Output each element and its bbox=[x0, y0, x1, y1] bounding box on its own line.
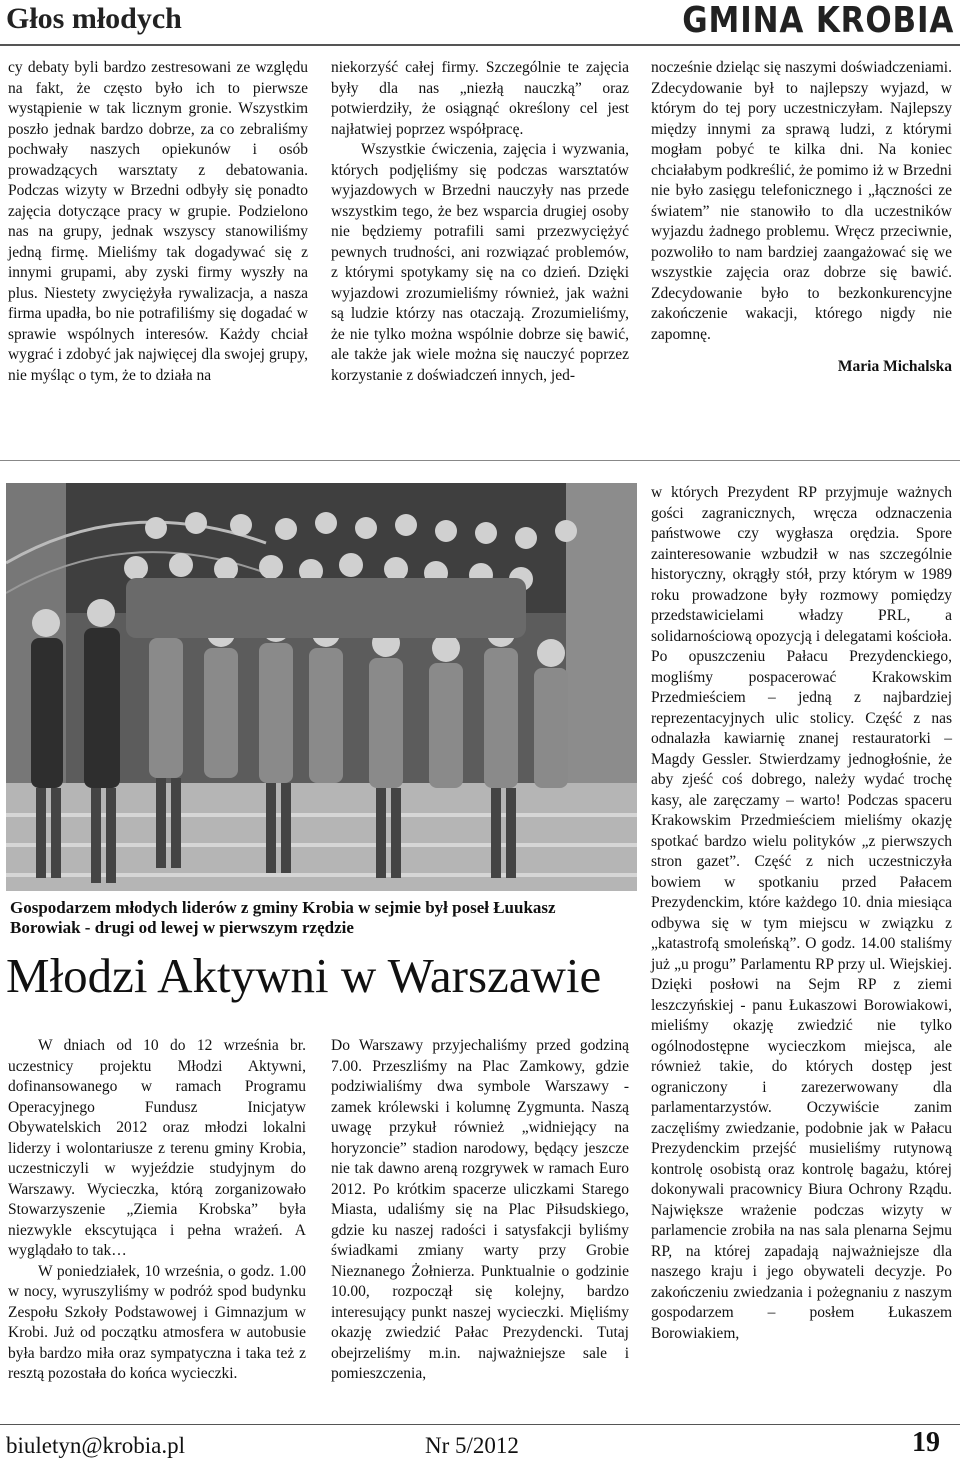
group-photo bbox=[6, 483, 637, 891]
top-column-2 bbox=[331, 58, 629, 386]
top-column-3 bbox=[651, 58, 952, 378]
section-title: Głos młodych bbox=[6, 2, 182, 35]
author-signature: Maria Michalska bbox=[837, 358, 952, 375]
article-column-2-text: Do Warszawy przyjechaliśmy przed godziną 7.00. Przeszliśmy na Plac Zamkowy, gdzie podziwialiśmy dwa symbole Warszawy - zamek królewski i kolumnę Zygmunta. Naszą uwagę przykuł również „widniejący na horyzoncie” stadion narodowy, będący jeszcze nie tak dawno areną rozgrywek w ramach Euro 2012. Po krótkim spacerze uliczkami Starego Miasta, udaliśmy się na Plac Piłsudskiego, gdzie ku naszej radości i satysfakcji byliśmy świadkami zmiany warty przy Grobie Nieznanego Żołnierza. Punktualnie o godzinie 10.00, rozpoczął się kolejny, bardzo interesujący punkt naszej wycieczki. Mięliśmy okazję zwiedzić Pałac Prezydencki. Tutaj obejrzeliśmy m.in. najważniejsze sale i pomieszczenia, bbox=[331, 1037, 629, 1382]
article-column-3-text: w których Prezydent RP przyjmuje ważnych gości zagranicznych, wręcza odznaczenia państwowe czy wygłasza orędzia. Spore zainteresowanie wzbudził w nas szczególnie historyczny, okrągły stół, przy którym w 1989 roku prowadzone były rozmowy pomiędzy przedstawicielami władzy PRL, a solidarnościową opozycją i delegatami kościoła. Po opuszczeniu Pałacu Prezydenckiego, mogliśmy pospacerować Krakowskim Przedmieściem – jedną z najbardziej reprezentacyjnych ulic stolicy. Część z nas odnalazła kawiarnię znanej restauratorki – Magdy Gessler. Stwierdzamy jednogłośnie, że aby zjeść coś dobrego, należy wydać trochę kasy, ale zaręczamy – warto! Podczas spaceru Krakowskim Przedmieściem mieliśmy okazję spotkać bardzo wielu polityków „z pierwszych stron gazet”. Część z nich uczestniczyła bowiem w spotkaniu przed Pałacem Prezydenckim, które każdego 10. dnia miesiąca odbywa się w tym miejscu w związku z „katastrofą smoleńską”. O godz. 14.00 staliśmy już „u progu” Parlamentu RP przy ul. Wiejskiej. Dzięki posłowi na Sejm RP z ziemi leszczyńskiej - panu Łukaszowi Borowiakowi, mieliśmy okazję zwiedzić nie tylko ogólnodostępne wycieczkom miejsca, ale również takie, do których dostęp jest ograniczony i zarezerwowany dla parlamentarzystów. Oczywiście zanim zaczęliśmy zwiedzanie, podobnie jak w Pałacu Prezydenckim przejść musieliśmy rutynową kontrolę osobistą oraz kontrolę bagażu, której dokonywali pracownicy Biura Ochrony Rządu. Największe wrażenie podczas wizyty w parlamencie zrobiła na nas sala plenarna Sejmu RP, na której zapadają najważniejsze dla naszego kraju i jego obywateli decyzje. Po zakończeniu zwiedzania i pożegnaniu z naszym gospodarzem – posłem Łukaszem Borowiakiem, bbox=[651, 484, 952, 1342]
article-column-3 bbox=[651, 483, 952, 1344]
footer-issue: Nr 5/2012 bbox=[425, 1433, 519, 1458]
top-column-1 bbox=[8, 58, 308, 386]
footer-divider bbox=[0, 1424, 960, 1425]
article-column-1-para-2: W poniedziałek, 10 września, o godz. 1.00 w nocy, wyruszyliśmy w podróż spod budynku Zespołu Szkoły Podstawowej i Gimnazjum w Krobi. Już od początku atmosfera w autobusie była bardzo miła oraz sympatyczna i taka też z resztą pozostała do końca wycieczki. bbox=[8, 1262, 306, 1382]
photo-caption: Gospodarzem młodych liderów z gminy Krobia w sejmie był poseł Łuukasz Borowiak - drugi od lewej w pierwszym rzędzie bbox=[10, 898, 556, 937]
section-divider bbox=[0, 460, 960, 461]
group-photo-illustration bbox=[6, 483, 637, 891]
article-column-1-para-1: W dniach od 10 do 12 września br. uczestnicy projektu Młodzi Aktywni, dofinansowanego w ramach Programu Operacyjnego Fundusz Inicjatyw Obywatelskich 2012 oraz młodzi lokalni liderzy i wolontariusze z terenu gminy Krobia, uczestniczyli w wyjeździe studyjnym do Warszawy. Wycieczka, którą zorganizowało Stowarzyszenie „Ziemia Krobska” była niezwykle ekscytująca i pełna wrażeń. A wyglądało to tak… bbox=[8, 1037, 306, 1259]
header-divider bbox=[0, 44, 960, 46]
footer-email: biuletyn@krobia.pl bbox=[6, 1433, 185, 1458]
article-column-2 bbox=[331, 1036, 629, 1385]
top-column-2-para-2: Wszystkie ćwiczenia, zajęcia i wyzwania, których podjęliśmy się podczas warsztatów wyjazdowych w Brzedni nauczyły nas przede wszystkim tego, że bez wsparcia drugiej osoby nie będziemy potrafili sami przezwyciężyć pewnych trudności, ani rozwiązać problemów, z którymi spotykamy się na co dzień. Dzięki wyjazdowi zrozumieliśmy również, jak ważni są ludzie którzy nas otaczają. Zrozumieliśmy, że nie tylko można wspólnie dobrze się bawić, ale także jak wiele można się nauczyć poprzez korzystanie z doświadczeń innych, jed- bbox=[331, 141, 629, 384]
article-column-1 bbox=[8, 1036, 306, 1385]
page-number: 19 bbox=[912, 1427, 940, 1458]
article-title: Młodzi Aktywni w Warszawie bbox=[6, 948, 602, 1003]
top-column-2-para-1: niekorzyść całej firmy. Szczególnie te zajęcia były dla nas „niezłą nauczką” oraz potwierdziły, że osiągnąć określony cel jest najłatwiej poprzez współpracę. bbox=[331, 59, 629, 138]
top-column-1-text: cy debaty byli bardzo zestresowani ze względu na fakt, że często było ich to pierwsze wystąpienie w tak licznym gronie. Wszystkim poszło jednak bardzo dobrze, za co zebraliśmy pochwały naszych opiekunów i osób prowadzących warsztaty z debatowania. Podczas wizyty w Brzedni odbyły się ponadto zajęcia dotyczące pracy w grupie. Podzielono nas na grupy, jednak wszyscy stanowiliśmy jedną firmę. Mieliśmy tak dogadywać się z innymi grupami, aby zyski firmy wyszły na plus. Niestety zwyciężyła rywalizacja, a nasza firma upadła, bo nie potrafiliśmy się dogadać w sprawie wspólnych interesów. Każdy chciał wygrać i zdobyć jak najwięcej dla swojej grupy, nie myśląc o tym, że to działa na bbox=[8, 59, 308, 384]
brand-logo: GMINA KROBIA bbox=[682, 0, 954, 41]
top-column-3-text: nocześnie dzieląc się naszymi doświadczeniami. Zdecydowanie był to najlepszy wyjazd, w którym do tej pory uczestniczyłam. Najlepszy między innymi za sprawą ludzi, z którymi mogłam pobyć te kilka dni. Na koniec chciałabym podkreślić, że pomimo iż w Brzedni nie było zasięgu telefonicznego i „łączności ze światem” nie stanowiło to dla uczestników wyjazdu żadnego problemu. Wręcz przeciwnie, pozwoliło to nam bardziej zaangażować się we wszystkie zajęcia oraz dobrze się bawić. Zdecydowanie było to bezkonkurencyjne zakończenie wakacji, którego nigdy nie zapomnę. bbox=[651, 59, 952, 343]
